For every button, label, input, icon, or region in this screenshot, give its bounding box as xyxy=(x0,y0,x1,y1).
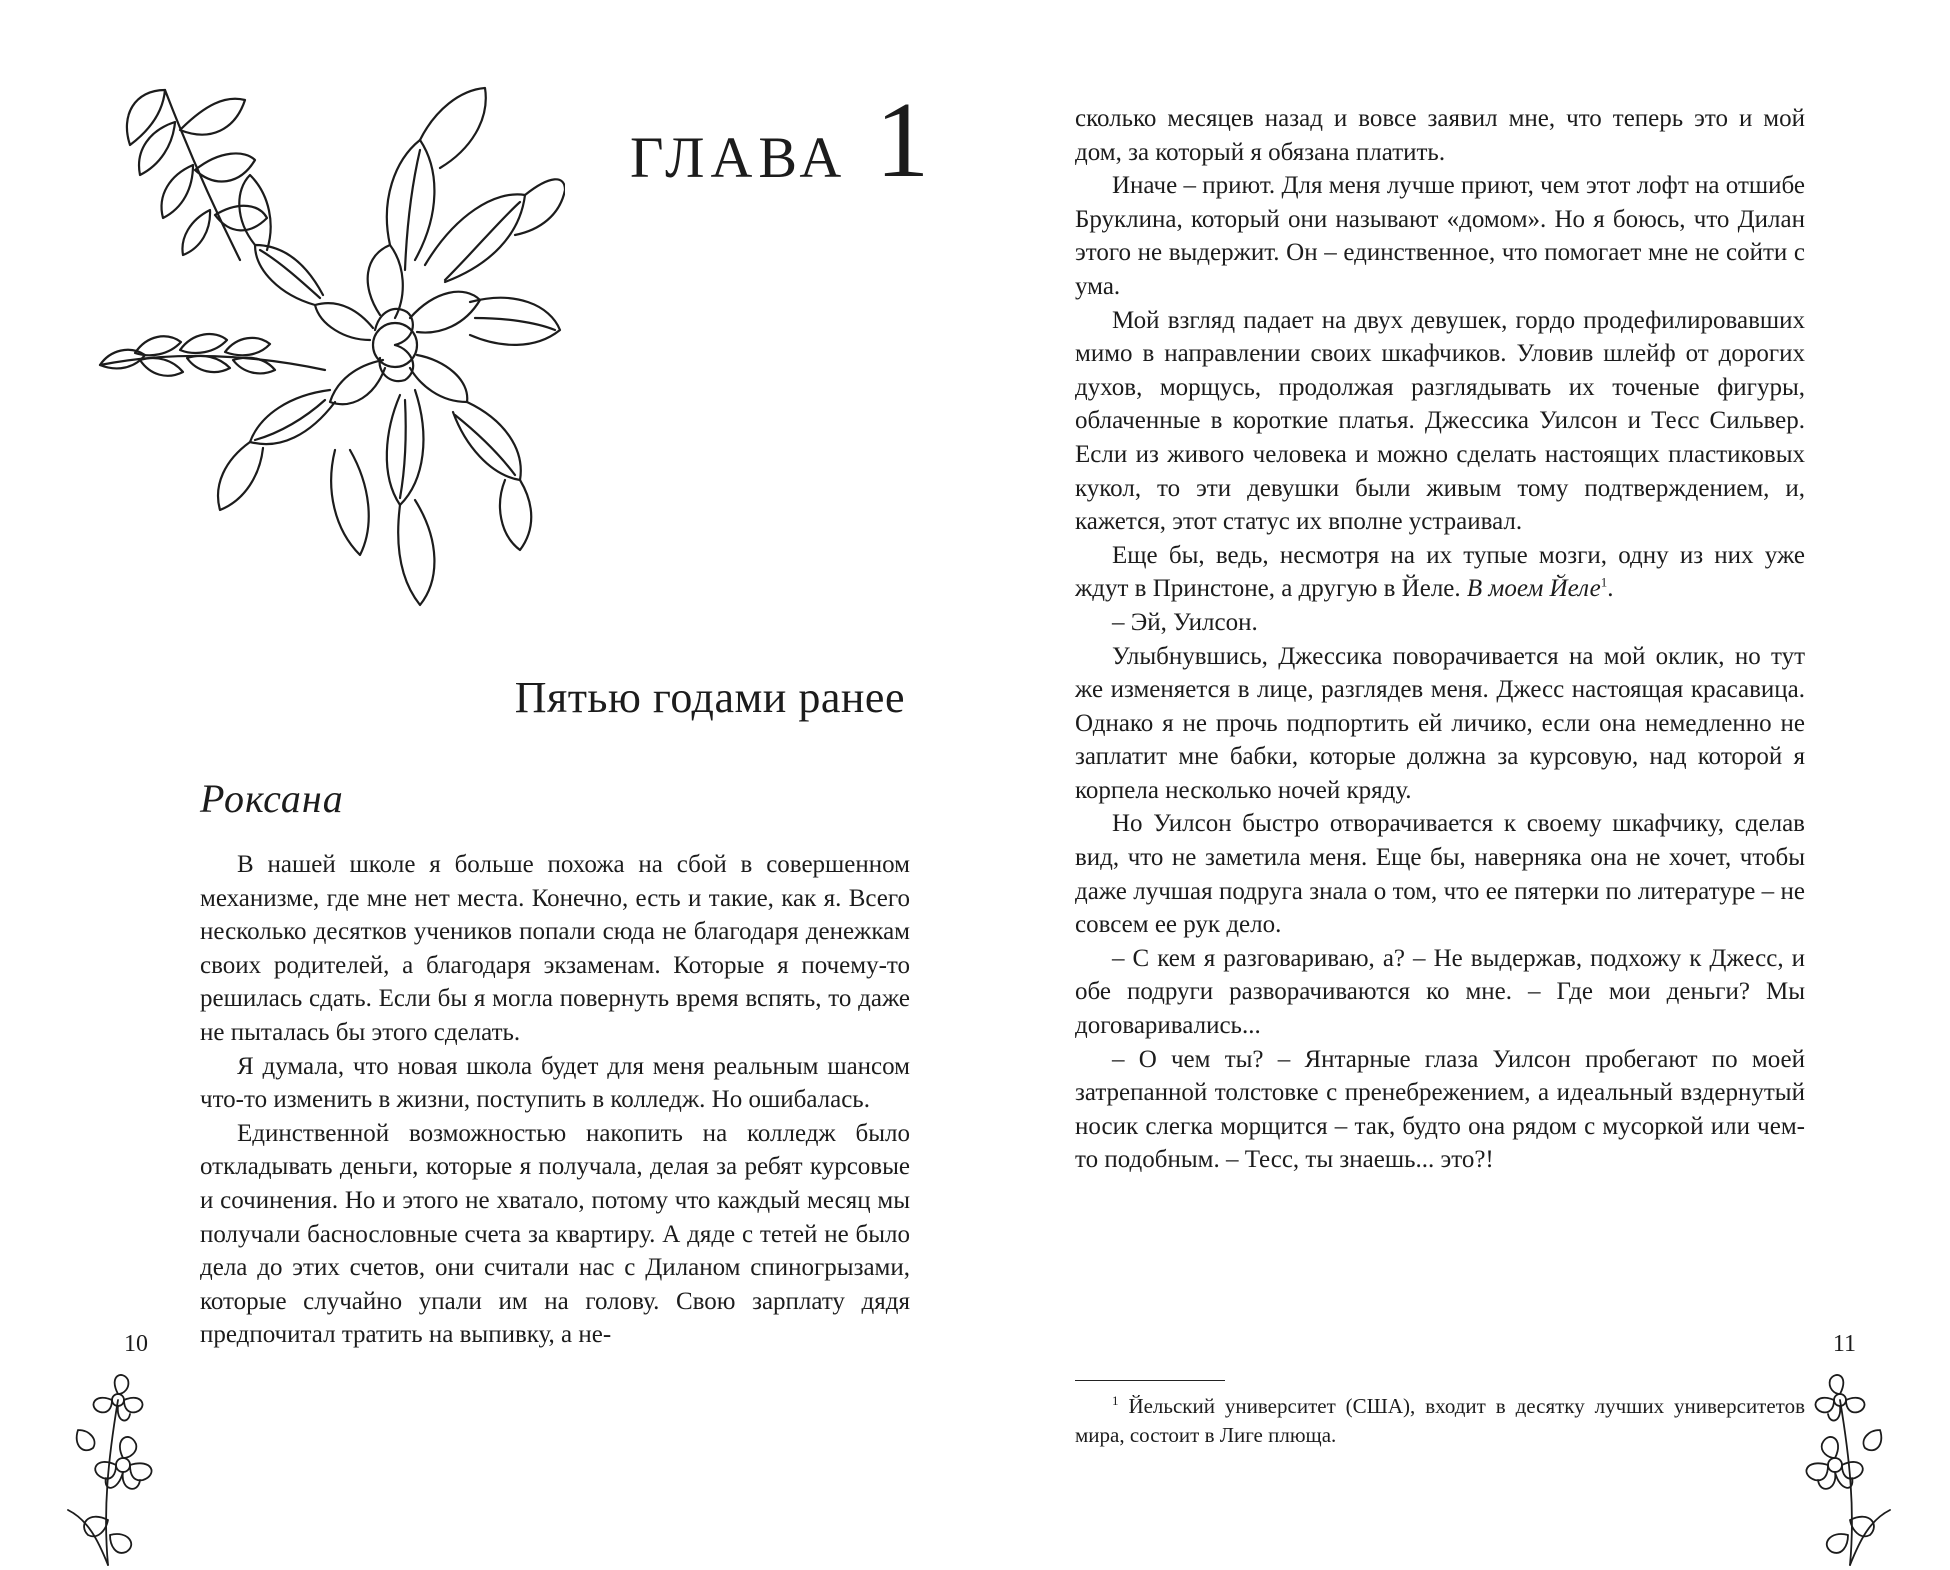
paragraph: Единственной возможностью накопить на колледж было откладывать деньги, которые я получала, делая за ребят курсовые и сочинения. Но и этого не хватало, потому что каждый месяц мы получали баснословные счета за квартиру. А дяде с тетей не было дела до этих счетов, они считали нас с Диланом спиногрызами, которые случайно упали им на голову. Свою зарплату дядя предпочитал тратить на выпивку, а не- xyxy=(200,1119,910,1349)
paragraph: Я думала, что новая школа будет для меня реальным шансом что-то изменить в жизни, поступить в колледж. Но ошибалась. xyxy=(200,1052,910,1114)
paragraph-continuation: сколько месяцев назад и вовсе заявил мне, что теперь это и мой дом, за который я обязана платить. xyxy=(1075,105,1805,166)
character-name: Роксана xyxy=(200,776,344,821)
paragraph: Иначе – приют. Для меня лучше приют, чем этот лофт на отшибе Бруклина, который они называют «домом». Но я боюсь, что Дилан этого не выдержит. Он – единственное, что помогает мне не сойти с ума. xyxy=(1075,172,1805,300)
flower-branch-icon xyxy=(95,50,565,610)
page-number-left: 10 xyxy=(124,1331,148,1357)
paragraph: – С кем я разговариваю, а? – Не выдержав, подхожу к Джесс, и обе подруги разворачиваются ко мне. – Где мои деньги? Мы договаривались... xyxy=(1075,944,1805,1040)
left-page xyxy=(0,0,975,1560)
right-page xyxy=(975,0,1950,1560)
footnote xyxy=(1075,1392,1805,1450)
footnote-marker: 1 xyxy=(1600,574,1608,590)
chapter-word: ГЛАВА xyxy=(630,124,848,190)
yale-text: Еще бы, ведь, несмотря на их тупые мозги, одну из них уже ждут в Принстоне, а другую в Йеле. xyxy=(1075,541,1805,603)
chapter-subtitle: Пятью годами ранее xyxy=(514,673,905,722)
footnote-text: Йельский университет (США), входит в десятку лучших университетов мира, состоит в Лиге плюща. xyxy=(1075,1394,1805,1447)
paragraph: Мой взгляд падает на двух девушек, гордо продефилировавших мимо в направлении своих шкафчиков. Уловив шлейф от дорогих духов, морщусь, продолжая разглядывать их точеные фигуры, облаченные в короткие платья. Джессика Уилсон и Тесс Сильвер. Если из живого человека и можно сделать настоящих пластиковых кукол, то эти девушки были живым тому подтверждением, и, кажется, этот статус их вполне устраивал. xyxy=(1075,306,1805,536)
footnote-divider xyxy=(1075,1380,1225,1381)
paragraph: – Эй, Уилсон. xyxy=(1112,608,1258,636)
left-body-text xyxy=(200,848,910,1352)
paragraph: Улыбнувшись, Джессика поворачивается на мой оклик, но тут же изменяется в лице, разглядев меня. Джесс настоящая красавица. Однако я не прочь подпортить ей личико, если она немедленно не заплатит мне бабки, которые должна за курсовую, над которой я корпела несколько ночей кряду. xyxy=(1075,642,1805,804)
right-body-text xyxy=(1075,102,1805,1177)
flower-corner-icon xyxy=(1760,1370,1910,1570)
paragraph: Но Уилсон быстро отворачивается к своему шкафчику, сделав вид, что не заметила меня. Еще бы, наверняка она не хочет, чтобы даже лучшая подруга знала о том, что ее пятерки по литературе – не совсем ее рук дело. xyxy=(1075,810,1805,939)
paragraph: В нашей школе я больше похожа на сбой в совершенном механизме, где мне нет места. Конечно, есть и такие, как я. Всего несколько десятков учеников попали сюда не благодаря денежкам своих родителей, а благодаря экзаменам. Которые я почему-то решилась сдать. Если бы я могла повернуть время вспять, то даже не пыталась бы этого сделать. xyxy=(200,851,910,1046)
chapter-number: 1 xyxy=(875,81,930,200)
flower-corner-icon xyxy=(48,1370,198,1570)
paragraph: – О чем ты? – Янтарные глаза Уилсон пробегают по моей затрепанной толстовке с пренебрежением, а идеальный вздернутый носик слегка морщится – так, будто она рядом с мусоркой или чем-то подобным. – Тесс, ты знаешь... это?! xyxy=(1075,1045,1805,1174)
chapter-heading xyxy=(630,81,930,200)
paragraph-with-footnote: Еще бы, ведь, несмотря на их тупые мозги, одну из них уже ждут в Принстоне, а другую в Йеле. В моем Йеле$^1$. xyxy=(1075,541,1805,603)
yale-italic: В моем Йеле xyxy=(1466,575,1601,603)
page-number-right: 11 xyxy=(1832,1331,1856,1357)
footnote-number: 1 xyxy=(1112,1393,1119,1408)
